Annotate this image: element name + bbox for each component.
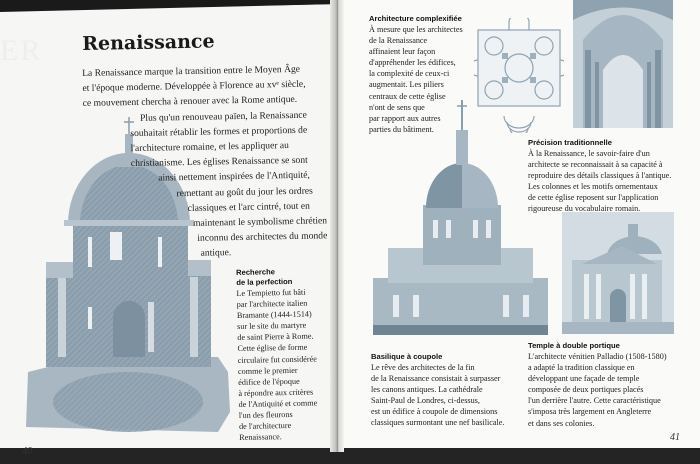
caption-line: circulaire fut considérée [237, 354, 317, 365]
intro-line: l'architecture romaine, et les appliquer au [130, 140, 290, 155]
page-number-left: 40 [22, 446, 32, 457]
intro-line: ce mouvement chercha à renouer avec la Rome antique. [82, 94, 298, 110]
page-number-right: 41 [670, 432, 680, 443]
caption-body [369, 24, 479, 135]
caption-line: s'imposa très largement en Angleterre [528, 407, 652, 417]
caption-line: composée de deux portiques placés [528, 385, 644, 395]
caption-line: de saint Pierre à Rome. [237, 331, 314, 343]
intro-line: christianisme. Les églises Renaissance se sont [130, 154, 308, 170]
caption-heading: Architecture complexifiée [369, 14, 462, 23]
caption-line: comme le premier [237, 365, 298, 376]
caption-line: de l'Antiquité et comme [238, 398, 318, 409]
intro-line: Plus qu'un renouveau païen, la Renaissance [139, 109, 308, 124]
caption-temple-double-portique [528, 341, 698, 429]
caption-body [371, 362, 531, 429]
intro-line: remettant au goût du jour les ordres [176, 185, 313, 199]
caption-line: À la Renaissance, le savoir-faire d'un [528, 149, 650, 158]
caption-line: Les colonnes et les motifs ornementaux [528, 182, 658, 192]
caption-line: de la Renaissance consistait à surpasser [371, 374, 501, 384]
caption-heading: Recherche [236, 267, 276, 277]
caption-line: développant une façade de temple [528, 374, 640, 384]
intro-line: maintenant le symbolisme chrétien [192, 215, 328, 229]
caption-heading: Basilique à coupole [371, 352, 443, 361]
intro-line: classiques et l'arc cintré, tout en [187, 200, 310, 214]
caption-line: affinaient leur façon [369, 47, 436, 57]
caption-line: augmentait. Les piliers [369, 80, 444, 90]
palladio-church-facade-illustration [562, 212, 674, 334]
intro-line: et l'époque moderne. Développée à Florence au xvᵉ siècle, [82, 78, 306, 95]
caption-line: Le Tempietto fut bâti [236, 287, 306, 298]
caption-line: l'un derrière l'autre. Cette caractéristique [528, 396, 661, 406]
caption-line: et dans ses colonies. [528, 418, 595, 428]
caption-line: parties du bâtiment. [369, 124, 434, 134]
caption-line: Bramante (1444-1514) [236, 309, 312, 321]
caption-heading: Précision traditionnelle [528, 138, 612, 147]
caption-line: n'ont de sens que [369, 102, 425, 112]
caption-heading: de la perfection [236, 276, 293, 287]
caption-body [528, 148, 698, 215]
caption-line: à répondre aux critères [238, 387, 314, 398]
caption-precision-traditionnelle [528, 138, 698, 215]
caption-line: est un édifice à coupole de dimensions [371, 407, 498, 417]
book-gutter [330, 0, 344, 452]
caption-line: centraux de cette église [369, 91, 446, 101]
ghost-heading: ER [0, 34, 43, 67]
caption-line: Saint-Paul de Londres, ci-dessus, [371, 396, 480, 406]
caption-line: classiques surmontant une nef basilicale. [371, 418, 505, 428]
caption-line: sur le site du martyre [237, 320, 307, 332]
caption-line: architecte se reconnaissait à sa capacité à [528, 160, 663, 170]
st-pauls-cross-section-illustration [368, 100, 553, 345]
caption-line: l'un des fleurons [238, 409, 293, 421]
scan-edge-bottom [0, 448, 700, 464]
caption-line: Le rêve des architectes de la fin [371, 363, 475, 372]
caption-line: de cette église reposent sur l'application [528, 193, 659, 203]
caption-line: Renaissance. [239, 432, 282, 443]
page-title: Renaissance [82, 30, 215, 55]
intro-line: La Renaissance marque la transition entre le Moyen Âge [82, 63, 301, 79]
caption-line: Cette église de forme [237, 343, 308, 354]
caption-line: À mesure que les architectes [369, 25, 463, 34]
caption-line: de l'architecture [238, 421, 292, 432]
caption-heading: Temple à double portique [528, 341, 620, 350]
caption-basilique-coupole [371, 352, 531, 429]
intro-paragraph [82, 61, 331, 263]
caption-line: d'appréhender les édifices, [369, 58, 456, 68]
intro-line: antique. [200, 247, 232, 260]
caption-line: a adapté la tradition classique en [528, 363, 635, 373]
caption-body [528, 351, 698, 429]
caption-line: la complexité de ceux-ci [369, 69, 450, 79]
caption-line: reproduire des détails classiques à l'antique. [528, 171, 672, 181]
intro-line: ainsi nettement inspirées de l'Antiquité, [158, 170, 310, 184]
caption-line: les canons antiques. La cathédrale [371, 385, 483, 395]
intro-line: inconnu des architectes du monde [197, 230, 328, 245]
caption-line: par rapport aux autres [369, 113, 441, 123]
caption-architecture-complexifiee [369, 14, 479, 135]
intro-line: souhaitait rétablir les formes et proportions de [130, 124, 308, 139]
caption-line: de la Renaissance [369, 36, 428, 46]
caption-line: rigoureuse du vocabulaire romain. [528, 204, 641, 214]
caption-line: L'architecte vénitien Palladio (1508-1580) [528, 352, 667, 361]
caption-line: par l'architecte italien [236, 298, 308, 310]
caption-line: édifice de l'époque [238, 376, 300, 387]
church-nave-interior-illustration [573, 0, 673, 128]
